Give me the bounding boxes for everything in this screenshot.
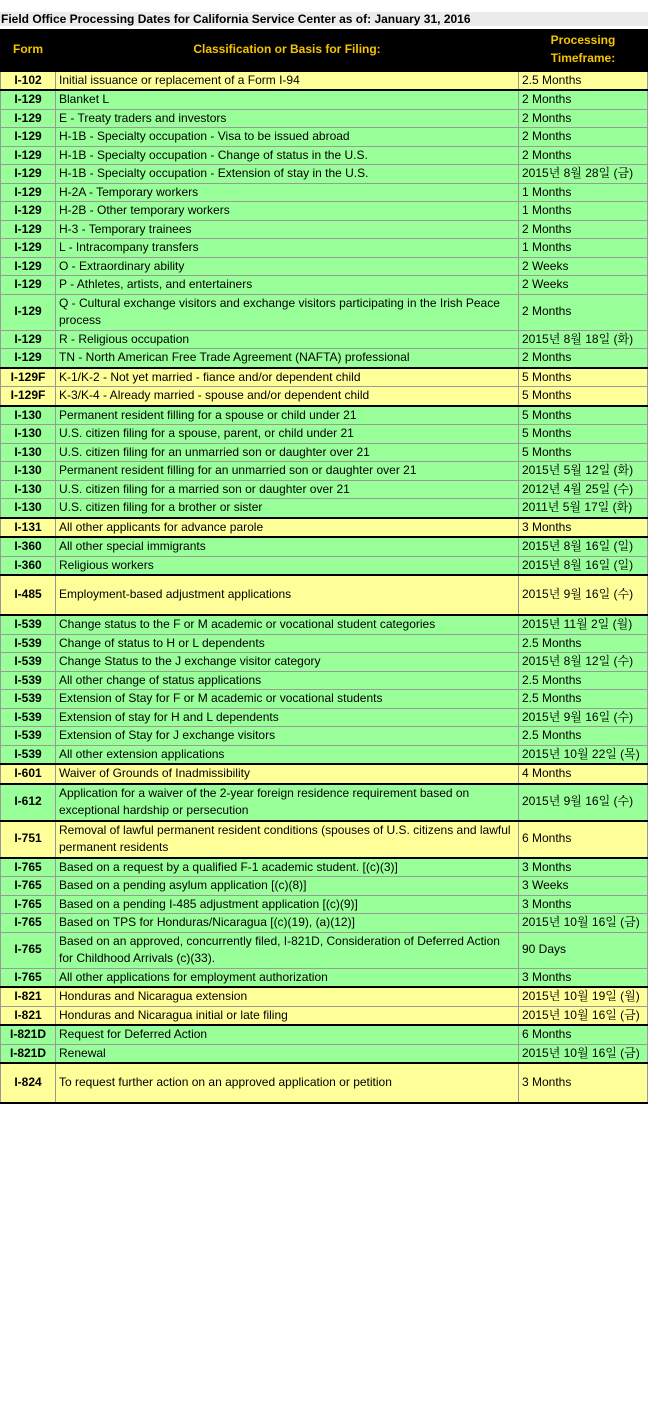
table-row [1,556,648,575]
timeframe-cell: 2.5 Months [519,71,648,91]
form-cell: I-821D [1,1044,56,1063]
classification-cell: Renewal [56,1044,519,1063]
timeframe-cell: 5 Months [519,443,648,462]
classification-cell: U.S. citizen filing for a spouse, parent, or child under 21 [56,425,519,444]
form-cell: I-130 [1,425,56,444]
form-cell: I-824 [1,1063,56,1103]
table-body [1,71,648,1104]
classification-cell: Based on a pending I-485 adjustment application [(c)(9)] [56,895,519,914]
form-cell: I-129 [1,202,56,221]
form-cell: I-129 [1,257,56,276]
header-classification: Classification or Basis for Filing: [56,30,519,71]
form-cell: I-129 [1,165,56,184]
table-row [1,330,648,349]
timeframe-cell: 90 Days [519,932,648,968]
table-row [1,499,648,518]
timeframe-cell: 2015년 10월 16일 (금) [519,1044,648,1063]
table-row [1,615,648,634]
form-cell: I-765 [1,858,56,877]
table-row [1,443,648,462]
timeframe-cell: 2 Weeks [519,257,648,276]
classification-cell: E - Treaty traders and investors [56,109,519,128]
table-row [1,1044,648,1063]
table-row [1,987,648,1006]
timeframe-cell: 5 Months [519,387,648,406]
form-cell: I-539 [1,745,56,764]
form-cell: I-131 [1,518,56,538]
classification-cell: H-1B - Specialty occupation - Extension of stay in the U.S. [56,165,519,184]
form-cell: I-129 [1,90,56,109]
timeframe-cell: 2 Months [519,220,648,239]
timeframe-cell: 1 Months [519,183,648,202]
table-row [1,146,648,165]
table-row [1,895,648,914]
timeframe-cell: 3 Months [519,1063,648,1103]
classification-cell: Honduras and Nicaragua extension [56,987,519,1006]
form-cell: I-539 [1,634,56,653]
table-row [1,858,648,877]
timeframe-cell: 2.5 Months [519,634,648,653]
classification-cell: L - Intracompany transfers [56,239,519,258]
form-cell: I-539 [1,708,56,727]
timeframe-cell: 2 Months [519,128,648,147]
timeframe-cell: 2 Months [519,349,648,368]
timeframe-cell: 5 Months [519,406,648,425]
page-title: Field Office Processing Dates for California Service Center as of: January 31, 2016 [0,12,648,26]
timeframe-cell: 2012년 4월 25일 (수) [519,480,648,499]
classification-cell: K-3/K-4 - Already married - spouse and/or dependent child [56,387,519,406]
classification-cell: Honduras and Nicaragua initial or late filing [56,1006,519,1025]
timeframe-cell: 2.5 Months [519,690,648,709]
table-row [1,368,648,387]
table-row [1,165,648,184]
form-cell: I-765 [1,932,56,968]
header-timeframe: Processing Timeframe: [519,30,648,71]
table-row [1,537,648,556]
classification-cell: Change status to the F or M academic or vocational student categories [56,615,519,634]
table-row [1,727,648,746]
table-row [1,821,648,858]
form-cell: I-129 [1,276,56,295]
table-row [1,1025,648,1044]
form-cell: I-129 [1,349,56,368]
timeframe-cell: 2015년 8월 16일 (일) [519,556,648,575]
classification-cell: H-2A - Temporary workers [56,183,519,202]
timeframe-cell: 2015년 8월 16일 (일) [519,537,648,556]
classification-cell: Extension of Stay for F or M academic or vocational students [56,690,519,709]
table-row [1,1006,648,1025]
timeframe-cell: 2.5 Months [519,671,648,690]
table-row [1,690,648,709]
timeframe-cell: 3 Weeks [519,877,648,896]
classification-cell: H-3 - Temporary trainees [56,220,519,239]
table-row [1,634,648,653]
timeframe-cell: 2015년 11월 2일 (월) [519,615,648,634]
form-cell: I-821 [1,1006,56,1025]
table-row [1,1063,648,1103]
form-cell: I-130 [1,443,56,462]
form-cell: I-129 [1,220,56,239]
classification-cell: Application for a waiver of the 2-year foreign residence requirement based on exceptional hardship or persecution [56,784,519,821]
timeframe-cell: 2015년 10월 16일 (금) [519,914,648,933]
timeframe-cell: 2 Weeks [519,276,648,295]
table-row [1,220,648,239]
table-row [1,784,648,821]
timeframe-cell: 5 Months [519,425,648,444]
form-cell: I-601 [1,764,56,784]
form-cell: I-130 [1,462,56,481]
timeframe-cell: 2015년 10월 19일 (월) [519,987,648,1006]
table-row [1,109,648,128]
table-row [1,387,648,406]
form-cell: I-485 [1,575,56,615]
classification-cell: Request for Deferred Action [56,1025,519,1044]
form-cell: I-129F [1,387,56,406]
form-cell: I-129 [1,294,56,330]
timeframe-cell: 2.5 Months [519,727,648,746]
classification-cell: H-1B - Specialty occupation - Visa to be issued abroad [56,128,519,147]
table-row [1,877,648,896]
timeframe-cell: 2015년 8월 28일 (금) [519,165,648,184]
timeframe-cell: 3 Months [519,968,648,987]
timeframe-cell: 2011년 5월 17일 (화) [519,499,648,518]
timeframe-cell: 6 Months [519,1025,648,1044]
classification-cell: All other extension applications [56,745,519,764]
classification-cell: Based on a request by a qualified F-1 academic student. [(c)(3)] [56,858,519,877]
classification-cell: Employment-based adjustment applications [56,575,519,615]
form-cell: I-539 [1,671,56,690]
classification-cell: Change of status to H or L dependents [56,634,519,653]
header-form: Form [1,30,56,71]
classification-cell: Extension of Stay for J exchange visitors [56,727,519,746]
classification-cell: P - Athletes, artists, and entertainers [56,276,519,295]
form-cell: I-751 [1,821,56,858]
form-cell: I-539 [1,690,56,709]
table-row [1,202,648,221]
classification-cell: U.S. citizen filing for an unmarried son or daughter over 21 [56,443,519,462]
table-row [1,914,648,933]
classification-cell: Initial issuance or replacement of a Form I-94 [56,71,519,91]
classification-cell: TN - North American Free Trade Agreement (NAFTA) professional [56,349,519,368]
form-cell: I-612 [1,784,56,821]
table-row [1,425,648,444]
timeframe-cell: 2015년 10월 16일 (금) [519,1006,648,1025]
classification-cell: U.S. citizen filing for a brother or sister [56,499,519,518]
timeframe-cell: 2015년 10월 22일 (목) [519,745,648,764]
table-row [1,294,648,330]
timeframe-cell: 3 Months [519,895,648,914]
table-row [1,128,648,147]
table-row [1,708,648,727]
timeframe-cell: 5 Months [519,368,648,387]
table-row [1,764,648,784]
timeframe-cell: 4 Months [519,764,648,784]
classification-cell: All other applicants for advance parole [56,518,519,538]
table-row [1,480,648,499]
classification-cell: Permanent resident filling for an unmarried son or daughter over 21 [56,462,519,481]
timeframe-cell: 2 Months [519,90,648,109]
form-cell: I-129 [1,109,56,128]
classification-cell: R - Religious occupation [56,330,519,349]
table-row [1,653,648,672]
classification-cell: Extension of stay for H and L dependents [56,708,519,727]
classification-cell: Q - Cultural exchange visitors and exchange visitors participating in the Irish Peace process [56,294,519,330]
form-cell: I-102 [1,71,56,91]
timeframe-cell: 2 Months [519,109,648,128]
classification-cell: H-2B - Other temporary workers [56,202,519,221]
timeframe-cell: 2015년 9월 16일 (수) [519,708,648,727]
timeframe-cell: 2 Months [519,146,648,165]
classification-cell: All other change of status applications [56,671,519,690]
classification-cell: All other special immigrants [56,537,519,556]
table-row [1,575,648,615]
table-row [1,968,648,987]
classification-cell: Change Status to the J exchange visitor category [56,653,519,672]
form-cell: I-129 [1,239,56,258]
processing-table [0,29,648,1104]
table-header-row [1,30,648,71]
timeframe-cell: 6 Months [519,821,648,858]
form-cell: I-539 [1,615,56,634]
form-cell: I-129 [1,146,56,165]
timeframe-cell: 2 Months [519,294,648,330]
timeframe-cell: 2015년 8월 12일 (수) [519,653,648,672]
classification-cell: Religious workers [56,556,519,575]
form-cell: I-129F [1,368,56,387]
form-cell: I-765 [1,877,56,896]
form-cell: I-360 [1,537,56,556]
classification-cell: O - Extraordinary ability [56,257,519,276]
form-cell: I-539 [1,727,56,746]
table-row [1,745,648,764]
table-row [1,276,648,295]
form-cell: I-130 [1,406,56,425]
form-cell: I-360 [1,556,56,575]
classification-cell: H-1B - Specialty occupation - Change of status in the U.S. [56,146,519,165]
classification-cell: K-1/K-2 - Not yet married - fiance and/or dependent child [56,368,519,387]
form-cell: I-821D [1,1025,56,1044]
form-cell: I-129 [1,128,56,147]
classification-cell: U.S. citizen filing for a married son or daughter over 21 [56,480,519,499]
timeframe-cell: 2015년 9월 16일 (수) [519,575,648,615]
table-row [1,406,648,425]
form-cell: I-765 [1,968,56,987]
form-cell: I-765 [1,895,56,914]
timeframe-cell: 1 Months [519,202,648,221]
classification-cell: All other applications for employment authorization [56,968,519,987]
form-cell: I-539 [1,653,56,672]
timeframe-cell: 1 Months [519,239,648,258]
classification-cell: Permanent resident filling for a spouse or child under 21 [56,406,519,425]
table-row [1,71,648,91]
timeframe-cell: 3 Months [519,858,648,877]
table-row [1,183,648,202]
table-row [1,90,648,109]
timeframe-cell: 3 Months [519,518,648,538]
form-cell: I-129 [1,183,56,202]
classification-cell: Removal of lawful permanent resident conditions (spouses of U.S. citizens and lawful permanent residents [56,821,519,858]
form-cell: I-129 [1,330,56,349]
table-row [1,932,648,968]
classification-cell: Based on TPS for Honduras/Nicaragua [(c)(19), (a)(12)] [56,914,519,933]
classification-cell: Based on a pending asylum application [(c)(8)] [56,877,519,896]
table-row [1,349,648,368]
table-row [1,671,648,690]
classification-cell: Based on an approved, concurrently filed, I-821D, Consideration of Deferred Action for Childhood Arrivals (c)(33). [56,932,519,968]
form-cell: I-765 [1,914,56,933]
timeframe-cell: 2015년 9월 16일 (수) [519,784,648,821]
timeframe-cell: 2015년 5월 12일 (화) [519,462,648,481]
classification-cell: Waiver of Grounds of Inadmissibility [56,764,519,784]
timeframe-cell: 2015년 8월 18일 (화) [519,330,648,349]
table-row [1,518,648,538]
table-row [1,257,648,276]
form-cell: I-821 [1,987,56,1006]
form-cell: I-130 [1,499,56,518]
classification-cell: To request further action on an approved application or petition [56,1063,519,1103]
classification-cell: Blanket L [56,90,519,109]
table-row [1,239,648,258]
table-row [1,462,648,481]
form-cell: I-130 [1,480,56,499]
